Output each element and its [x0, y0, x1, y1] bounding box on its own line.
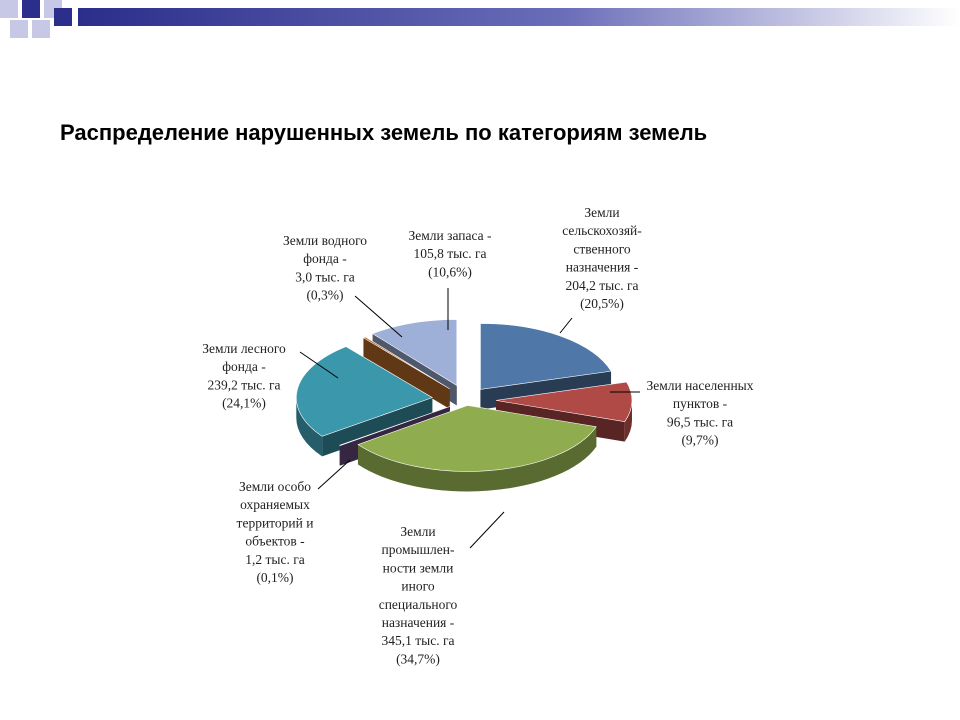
slice-label-line: охраняемых [240, 497, 310, 513]
slice-label-line: иного [401, 578, 435, 594]
slice-label-line: фонда - [303, 251, 347, 267]
slice-label-line: 239,2 тыс. га [207, 377, 281, 393]
slice-label-line: назначения - [381, 615, 455, 630]
slice-label-4 [202, 341, 286, 411]
slice-label-line: 3,0 тыс. га [295, 269, 355, 285]
slice-label-line: объектов - [245, 533, 305, 549]
slice-label-line: 345,1 тыс. га [381, 633, 455, 649]
chart-title: Распределение нарушенных земель по категориям земель [60, 120, 708, 145]
slice-label-line: промышлен- [381, 542, 455, 558]
slice-label-line: специального [378, 596, 458, 612]
slice-label-line: Земли особо [238, 479, 312, 494]
slice-label-line: (10,6%) [428, 264, 472, 280]
slice-label-line: Земли лесного [202, 341, 286, 356]
slice-label-line: Земли водного [282, 233, 368, 248]
slice-label-line: фонда - [222, 359, 266, 375]
slice-label-line: пунктов - [672, 396, 728, 412]
slice-label-line: Земли населенных [646, 378, 754, 393]
leader-line-0 [560, 318, 572, 333]
slice-label-line: (34,7%) [396, 651, 440, 667]
leader-line-2 [470, 512, 504, 548]
slice-label-line: 1,2 тыс. га [245, 551, 305, 567]
slice-label-line: сельскохозяй- [562, 223, 642, 239]
slice-label-6 [408, 228, 492, 279]
slice-label-line: (20,5%) [580, 296, 624, 311]
slice-label-line: ственного [573, 241, 631, 257]
slice-label-2 [379, 524, 458, 666]
slice-label-3 [237, 479, 314, 585]
slice-label-line: 96,5 тыс. га [666, 414, 734, 430]
slice-label-line: 105,8 тыс. га [413, 246, 487, 262]
slice-label-line: 204,2 тыс. га [565, 277, 639, 293]
slice-label-line: Земли [584, 205, 620, 220]
slice-label-5 [283, 233, 367, 303]
slice-label-line: назначения - [565, 259, 639, 275]
slice-label-1 [647, 378, 754, 448]
leader-line-3 [318, 460, 350, 489]
slice-label-line: Земли [400, 524, 436, 539]
slice-label-0 [562, 205, 642, 311]
slice-label-line: территорий и [236, 515, 314, 531]
slice-label-line: (24,1%) [222, 395, 266, 411]
slice-label-line: (0,3%) [306, 287, 344, 303]
slice-wall-3-0 [340, 445, 341, 465]
leader-line-5 [355, 296, 402, 337]
slice-label-line: (9,7%) [681, 432, 719, 448]
slice-label-line: (0,1%) [256, 570, 294, 585]
slice-label-line: Земли запаса - [408, 228, 492, 243]
slice-label-line: ности земли [382, 560, 454, 576]
